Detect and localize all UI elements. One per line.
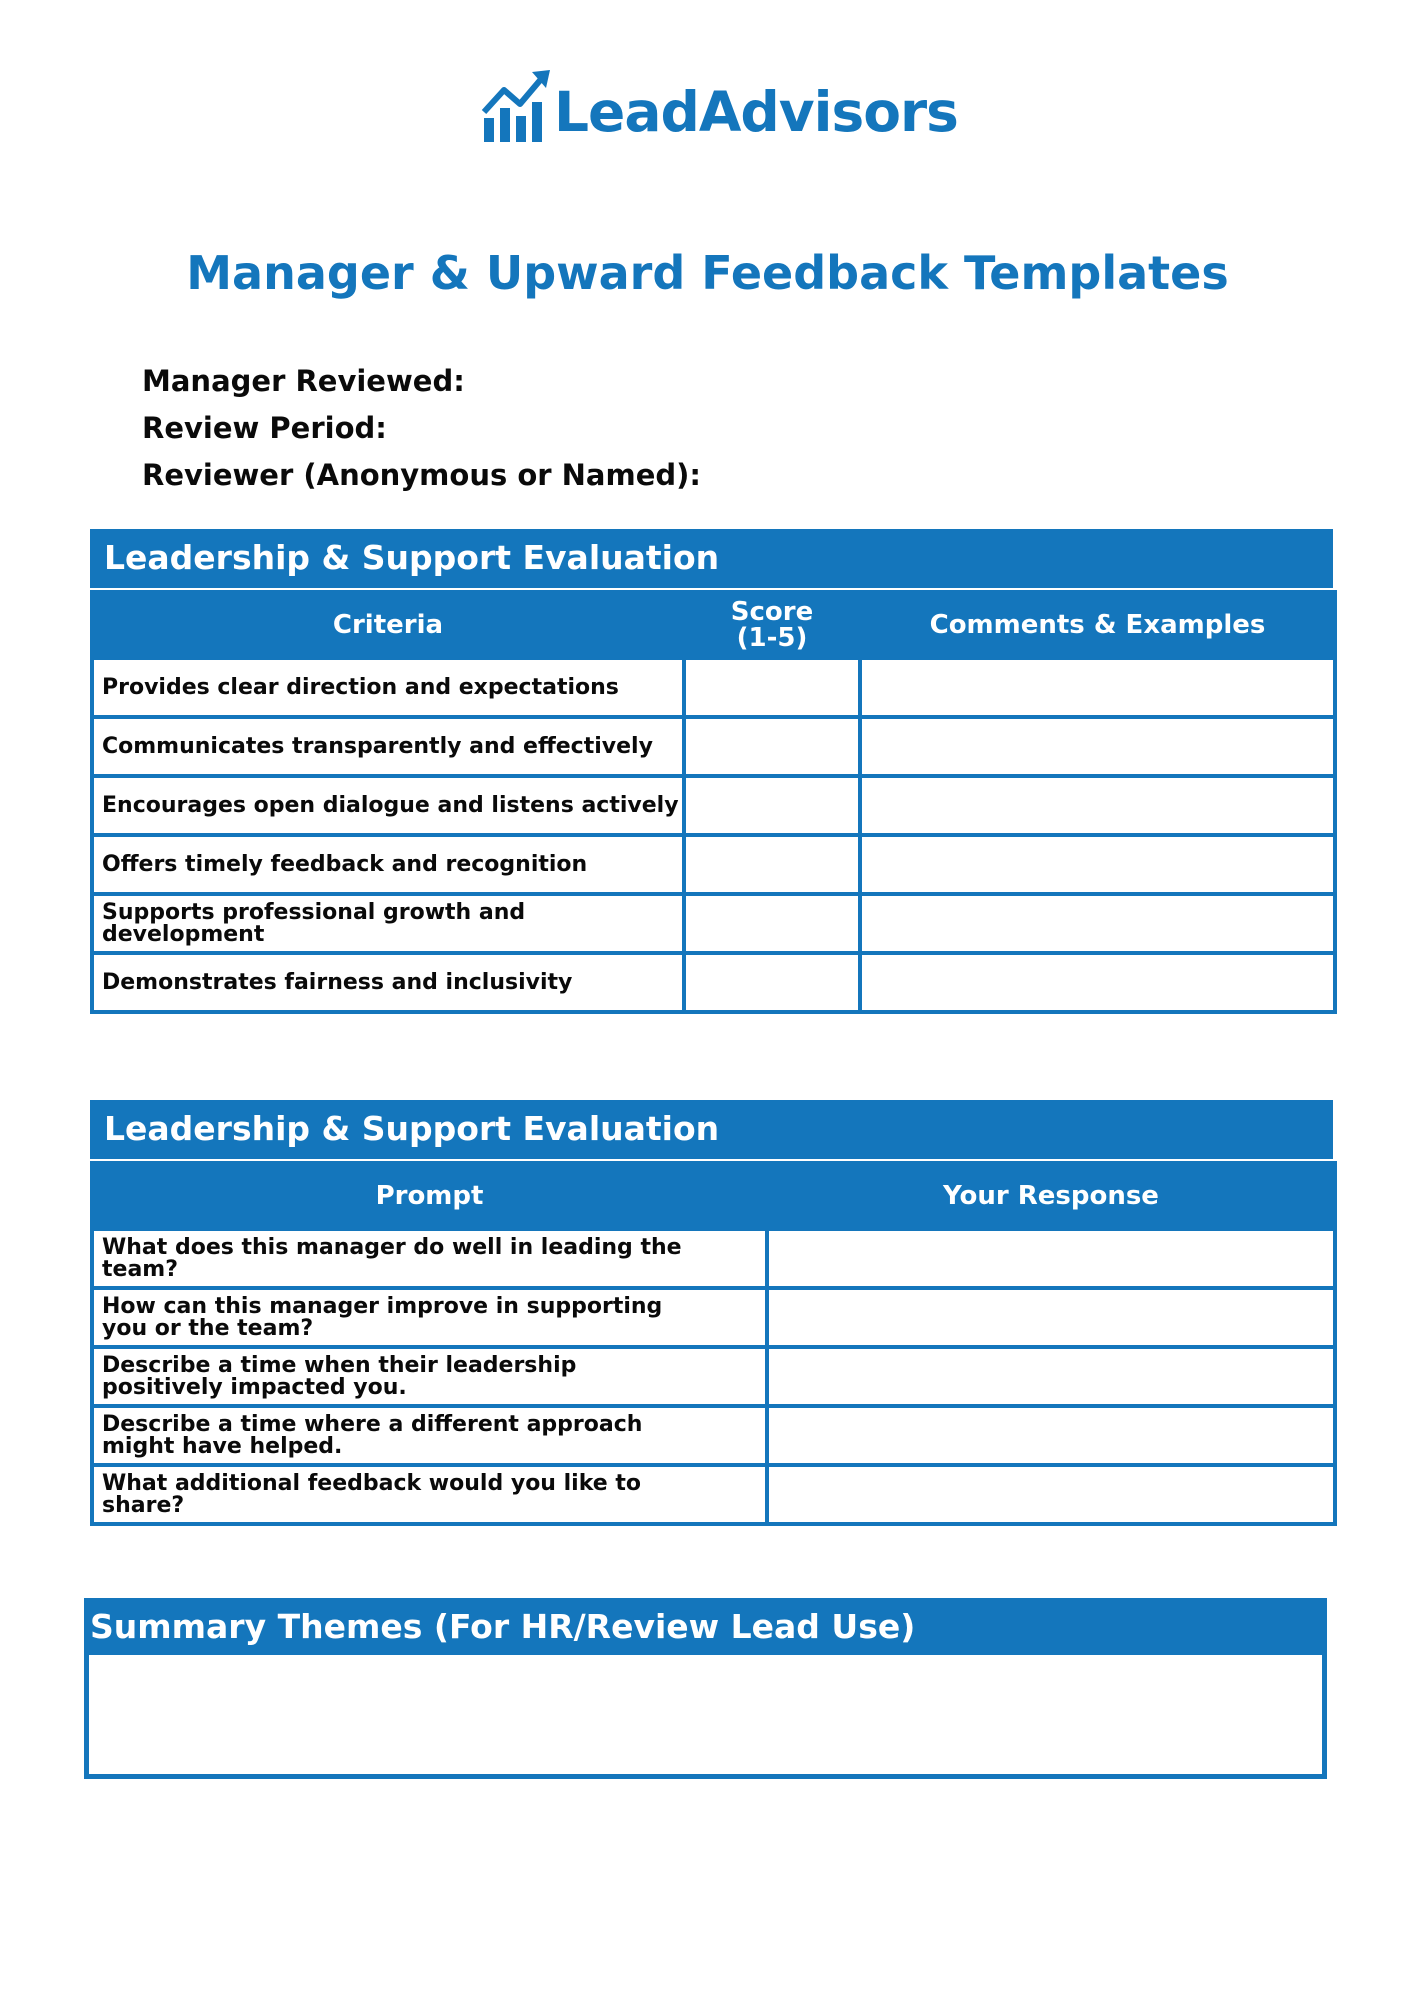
prompt-cell — [92, 1288, 767, 1347]
score-input-cell[interactable] — [684, 658, 860, 717]
score-input-cell[interactable] — [684, 717, 860, 776]
prompt-column-header: Prompt — [92, 1163, 767, 1229]
criteria-cell: Offers timely feedback and recognition — [92, 835, 684, 894]
summary-themes-input[interactable] — [84, 1655, 1327, 1779]
comments-input-cell[interactable] — [860, 658, 1335, 717]
response-input-cell[interactable] — [767, 1465, 1335, 1524]
evaluation-table — [90, 590, 1337, 1014]
reviewer-label: Reviewer (Anonymous or Named): — [142, 458, 701, 492]
comments-input-cell[interactable] — [860, 717, 1335, 776]
table-row — [92, 1465, 1335, 1524]
section-3-heading: Summary Themes (For HR/Review Lead Use) — [84, 1598, 1327, 1657]
table-header-row — [92, 592, 1335, 658]
response-input-cell[interactable] — [767, 1229, 1335, 1288]
score-header-line-2: (1-5) — [736, 623, 808, 653]
prompt-cell — [92, 1406, 767, 1465]
review-period-label: Review Period: — [142, 411, 387, 445]
criteria-cell: Encourages open dialogue and listens actively — [92, 776, 684, 835]
prompt-cell — [92, 1465, 767, 1524]
prompt-response-table — [90, 1161, 1337, 1526]
table-header-row — [92, 1163, 1335, 1229]
page-title: Manager & Upward Feedback Templates — [186, 246, 1229, 300]
prompt-text: What does this manager do well in leading the team? — [102, 1234, 682, 1282]
brand-name: LeadAdvisors — [554, 80, 958, 144]
prompt-text: What additional feedback would you like to share? — [102, 1470, 641, 1518]
table-row — [92, 658, 1335, 717]
score-input-cell[interactable] — [684, 776, 860, 835]
response-input-cell[interactable] — [767, 1288, 1335, 1347]
criteria-column-header: Criteria — [92, 592, 684, 658]
table-row — [92, 1406, 1335, 1465]
prompt-text: How can this manager improve in supporting you or the team? — [102, 1293, 663, 1341]
score-input-cell[interactable] — [684, 835, 860, 894]
comments-input-cell[interactable] — [860, 835, 1335, 894]
criteria-cell: Communicates transparently and effectively — [92, 717, 684, 776]
prompt-text: Describe a time when their leadership positively impacted you. — [102, 1352, 577, 1400]
comments-input-cell[interactable] — [860, 894, 1335, 953]
table-row — [92, 835, 1335, 894]
section-2-heading: Leadership & Support Evaluation — [90, 1100, 1333, 1159]
table-row — [92, 953, 1335, 1012]
score-column-header — [684, 592, 860, 658]
brand-logo — [480, 64, 958, 144]
comments-input-cell[interactable] — [860, 776, 1335, 835]
table-row — [92, 776, 1335, 835]
table-row — [92, 894, 1335, 953]
criteria-cell: Supports professional growth and development — [92, 894, 684, 953]
criteria-cell: Demonstrates fairness and inclusivity — [92, 953, 684, 1012]
bar-chart-arrow-icon — [480, 68, 552, 144]
score-input-cell[interactable] — [684, 894, 860, 953]
table-row — [92, 1288, 1335, 1347]
section-1-heading: Leadership & Support Evaluation — [90, 529, 1333, 588]
comments-column-header: Comments & Examples — [860, 592, 1335, 658]
score-input-cell[interactable] — [684, 953, 860, 1012]
prompt-cell — [92, 1229, 767, 1288]
response-input-cell[interactable] — [767, 1347, 1335, 1406]
comments-input-cell[interactable] — [860, 953, 1335, 1012]
prompt-cell — [92, 1347, 767, 1406]
criteria-cell: Provides clear direction and expectations — [92, 658, 684, 717]
table-row — [92, 1347, 1335, 1406]
prompt-text: Describe a time where a different approach might have helped. — [102, 1411, 643, 1459]
manager-reviewed-label: Manager Reviewed: — [142, 364, 465, 398]
table-row — [92, 1229, 1335, 1288]
table-row — [92, 717, 1335, 776]
response-input-cell[interactable] — [767, 1406, 1335, 1465]
response-column-header: Your Response — [767, 1163, 1335, 1229]
score-header-line-1: Score — [730, 597, 814, 627]
